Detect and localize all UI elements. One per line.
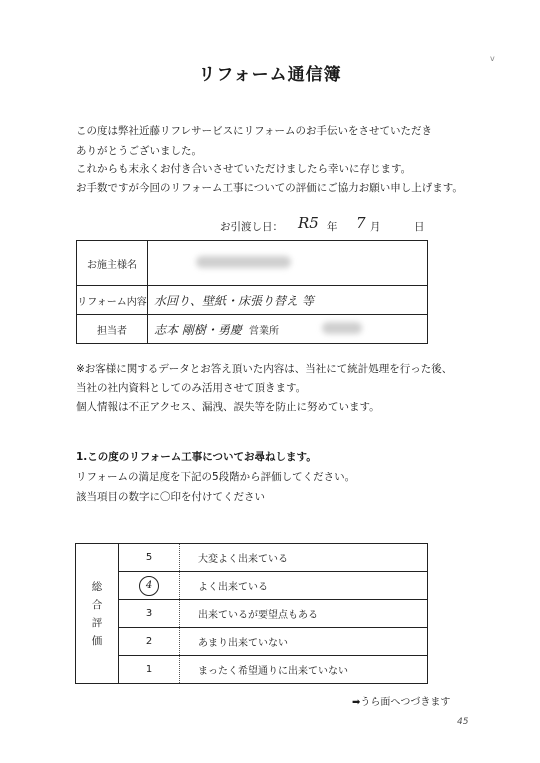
rating-label-4: よく出来ている [180, 572, 428, 600]
question-1-line-1: リフォームの満足度を下記の5段階から評価してください。 [76, 471, 356, 483]
rating-row-1 [76, 656, 428, 684]
rating-score-1[interactable]: 1 [119, 656, 180, 684]
selected-score-circle: 4 [139, 576, 159, 596]
rating-label-2: あまり出来ていない [180, 628, 428, 656]
continue-on-back-note: ➡うら面へつづきます [352, 697, 451, 708]
rating-score-3[interactable]: 3 [119, 600, 180, 628]
rating-score-4[interactable] [119, 572, 180, 600]
reform-label: リフォーム内容 [77, 286, 148, 315]
reform-value-handwritten: 水回り、壁紙・床張り替え 等 [154, 293, 314, 308]
question-1-line-2: 該当項目の数字に〇印を付けてください [76, 491, 265, 503]
rating-label-1: まったく希望通りに出来ていない [180, 656, 428, 684]
note-line-1: ※お客様に関するデータとお答え頂いた内容は、当社にて統計処理を行った後、 [76, 363, 453, 375]
category-char: 評 [91, 616, 103, 629]
redaction-blur [322, 322, 362, 334]
customer-info-table [76, 240, 428, 344]
delivery-day-unit: 日 [414, 221, 425, 233]
rating-label-3: 出来ているが要望点もある [180, 600, 428, 628]
rating-score-2[interactable]: 2 [119, 628, 180, 656]
note-line-2: 当社の社内資料としてのみ活用させて頂きます。 [76, 382, 307, 394]
corner-mark: v [490, 54, 495, 63]
reform-value [148, 286, 428, 315]
delivery-year-unit: 年 [327, 221, 338, 233]
delivery-month-unit: 月 [370, 221, 381, 233]
owner-label: お施主様名 [77, 241, 148, 286]
staff-value [148, 315, 428, 344]
delivery-date-label: お引渡し日： [220, 221, 283, 233]
category-char: 合 [91, 598, 103, 611]
intro-line-1: この度は弊社近藤リフレサービスにリフォームのお手伝いをさせていただき [76, 125, 433, 137]
question-1-heading: 1.この度のリフォーム工事についてお尋ねします。 [76, 451, 317, 463]
rating-score-5[interactable]: 5 [119, 544, 180, 572]
staff-label: 担当者 [77, 315, 148, 344]
page-mark: 45 [457, 717, 469, 727]
intro-line-3: これからも末永くお付き合いさせていただけましたら幸いに存じます。 [76, 163, 412, 175]
rating-row-2 [76, 628, 428, 656]
office-suffix: 営業所 [249, 325, 280, 337]
rating-category [76, 544, 119, 684]
category-char: 価 [91, 634, 103, 647]
intro-line-2: ありがとうございました。 [76, 145, 202, 157]
category-char: 総 [91, 580, 103, 593]
intro-line-4: お手数ですが今回のリフォーム工事についての評価にご協力お願い申し上げます。 [76, 182, 463, 194]
rating-label-5: 大変よく出来ている [198, 554, 288, 565]
delivery-year-handwritten: R5 [298, 214, 319, 232]
owner-row [77, 241, 428, 286]
reform-row [77, 286, 428, 315]
owner-name-redacted [148, 241, 428, 286]
rating-row-5 [76, 544, 428, 572]
rating-row-4 [76, 572, 428, 600]
staff-row [77, 315, 428, 344]
question-1 [76, 447, 355, 507]
redaction-blur [196, 256, 291, 268]
staff-value-handwritten: 志本 剛樹・勇慶 [154, 322, 242, 337]
delivery-month-handwritten: 7 [356, 214, 366, 232]
rating-row-3 [76, 600, 428, 628]
rating-table [75, 543, 428, 684]
page-title: リフォーム通信簿 [198, 65, 342, 85]
privacy-note [76, 360, 452, 417]
note-line-3: 個人情報は不正アクセス、漏洩、誤失等を防止に努めています。 [76, 401, 380, 413]
